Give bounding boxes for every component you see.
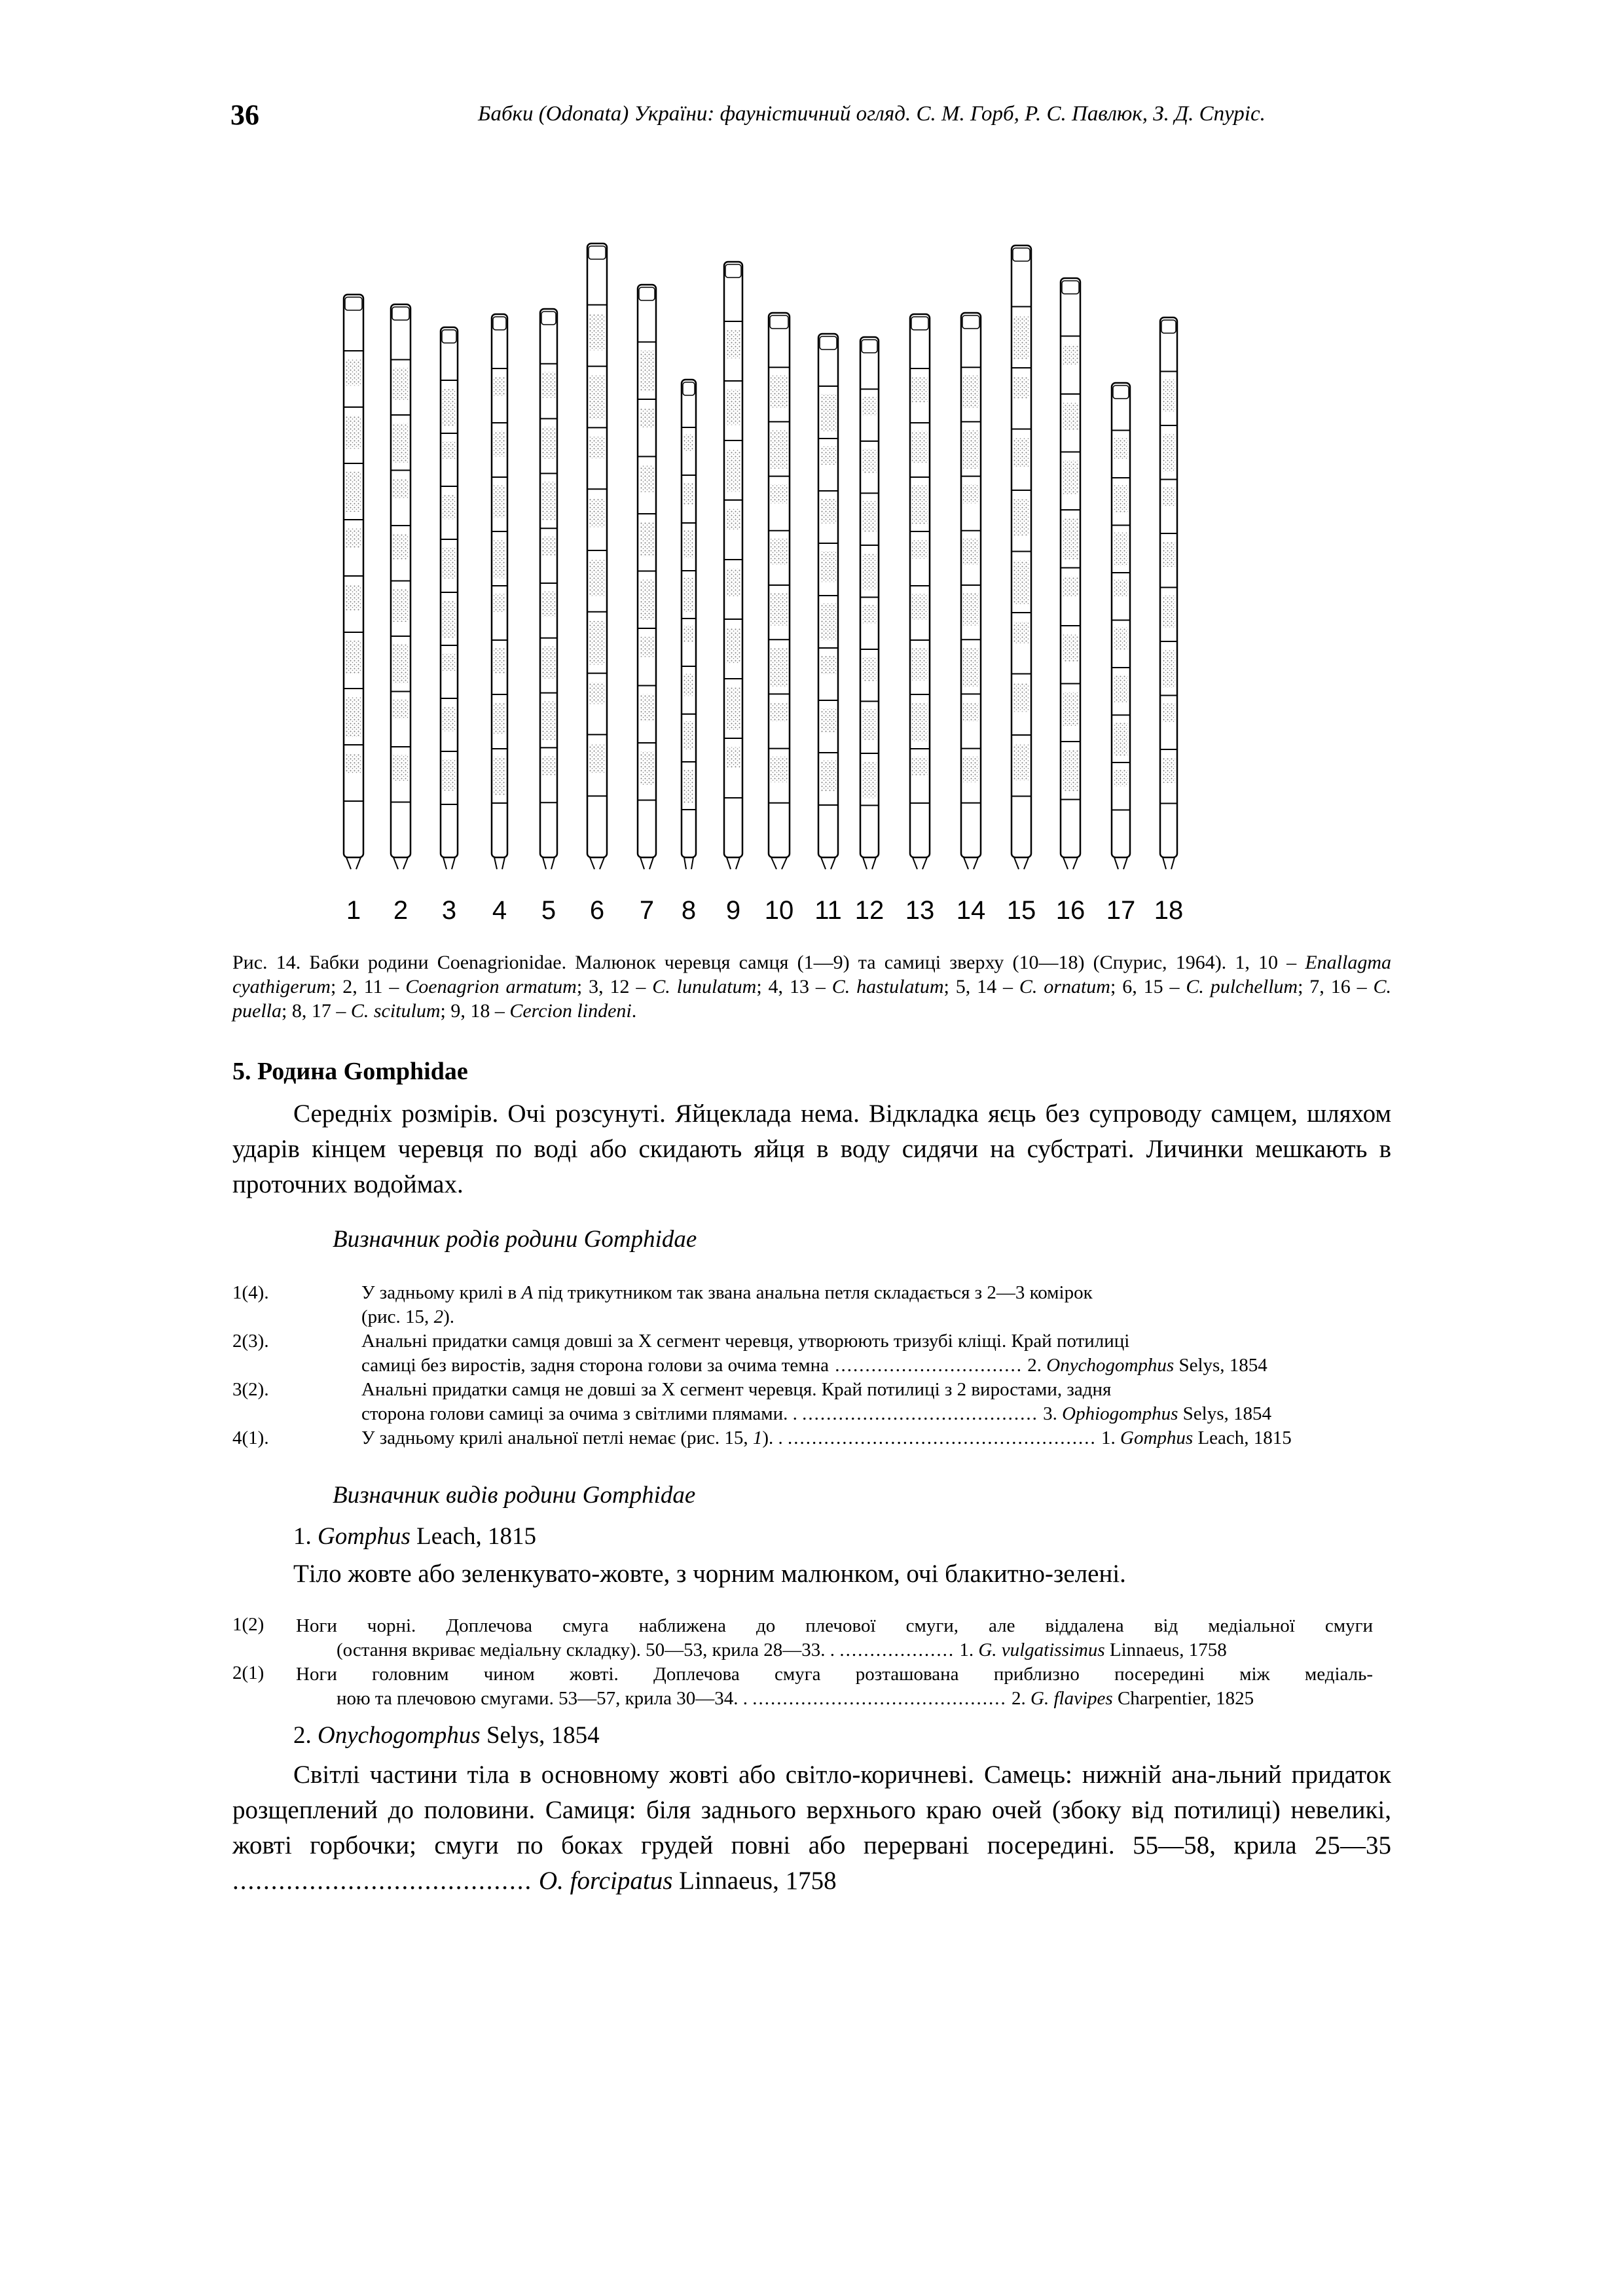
genus-description-onychogomphus: Світлі частини тіла в основному жовті або світло-коричневі. Самець: нижній ана-льний придаток розщеплений до половини. Самиця: біля заднього верхнього краю очей (збоку від потилиці) невеликі, жовті горбочки; смуги по боках грудей повні або перервані посередині. 55—58, крила 25—35 ....................................... O. forcipatus Linnaeus, 1758 [232,1761,1392,1895]
figure-number-label: 13 [905,896,935,923]
genus-heading-gomphus: 1. Gomphus Leach, 1815 [293,1523,536,1550]
abdomen-drawing [587,243,607,869]
species-couplet-1-text: Ноги чорні. Доплечова смуга наближена до плечової смуги, але віддалена від медіальної смуги (остання вкриває медіальну складку). 50—53, крила 28—33. . ................... 1. G. vulgatissimus Linnaeus, 1758 [296,1615,1373,1660]
figure-number-label: 4 [492,896,507,923]
figure-number-label: 9 [725,896,741,923]
figure-number-label: 15 [1006,896,1036,923]
genus-description-gomphus: Тіло жовте або зеленкувато-жовте, з чорним малюнком, очі блакитно-зелені. [293,1560,1126,1588]
abdomen-drawing [344,295,363,869]
species-couplet-1-number: 1(2) [232,1614,264,1635]
figure-number-label: 12 [854,896,884,923]
abdomen-drawing [682,380,696,869]
abdomen-drawing [1160,317,1177,869]
couplet-2-text: Анальні придатки самця довші за X сегмент черевця, утворюють тризубі кліщі. Край потилиці самиці без виростів, задня сторона голови за очима темна ............................... 2. Onychogomphus Selys, 1854 [361,1331,1267,1376]
abdomen-drawing [860,337,879,869]
figure-number-label: 6 [589,896,605,923]
figure-number-label: 11 [814,896,842,923]
species-couplet-2-number: 2(1) [232,1662,264,1683]
abdomen-drawing [391,304,410,869]
species-key-title: Визначник видів родини Gomphidae [333,1482,696,1509]
couplet-3-text: Анальні придатки самця не довші за X сегмент черевця. Край потилиці з 2 виростами, задня сторона голови самиці за очима з світлими плямами. . ....................................... 3. Ophiogomphus Selys, 1854 [361,1379,1271,1424]
abdomen-illustrations [314,236,1322,923]
abdomen-drawing [818,334,838,869]
page-number: 36 [230,99,259,131]
running-title: Бабки (Odonata) України: фауністичний огляд. С. М. Горб, Р. С. Павлюк, З. Д. Спуріс. [478,102,1266,126]
abdomen-figure [314,236,1322,923]
figure-number-label: 1 [346,896,361,923]
abdomen-drawing [1012,245,1031,869]
abdomen-drawing [961,313,981,869]
abdomen-drawing [1112,383,1130,869]
couplet-1-number: 1(4). [232,1282,269,1303]
abdomen-drawing [910,314,930,869]
figure-number-label: 18 [1154,896,1184,923]
figure-number-label: 14 [956,896,986,923]
abdomen-drawing [1061,278,1080,869]
couplet-2-number: 2(3). [232,1331,269,1352]
section-heading: 5. Родина Gomphidae [232,1058,468,1085]
abdomen-drawing [441,327,458,869]
couplet-4-number: 4(1). [232,1427,269,1448]
figure-number-label: 2 [393,896,409,923]
figure-number-label: 5 [541,896,556,923]
genera-key-title: Визначник родів родини Gomphidae [333,1226,697,1253]
couplet-4-text: У задньому крилі анальної петлі немає (рис. 15, 1). . ................................................... 1. Gomphus Leach, 1815 [361,1427,1292,1448]
figure-number-label: 16 [1055,896,1085,923]
figure-number-label: 10 [764,896,794,923]
genus-heading-onychogomphus: 2. Onychogomphus Selys, 1854 [293,1722,600,1749]
abdomen-drawing [540,309,557,869]
abdomen-drawing [638,285,656,869]
figure-number-label: 3 [441,896,457,923]
abdomen-drawing [724,262,742,869]
species-couplet-2-text: Ноги головним чином жовті. Доплечова смуга розташована приблизно посередині між медіаль- ною та плечовою смугами. 53—57, крила 30—34. . .......................................... 2. G. flavipes Charpentier, 1825 [296,1664,1373,1709]
figure-number-label: 17 [1106,896,1136,923]
couplet-1-text: У задньому крилі в А під трикутником так звана анальна петля складається з 2—3 комірок (рис. 15, 2). [361,1282,1093,1327]
figure-caption: Рис. 14. Бабки родини Coenagrionidae. Малюнок черевця самця (1—9) та самиці зверху (10—18) (Спурис, 1964). 1, 10 – Enallagma cyathigerum; 2, 11 – Coenagrion armatum; 3, 12 – C. lunulatum; 4, 13 – C. hastulatum; 5, 14 – C. ornatum; 6, 15 – C. pulchellum; 7, 16 – C. puella; 8, 17 – C. scitulum; 9, 18 – Cercion lindeni. [232,952,1391,1022]
section-description: Середніх розмірів. Очі розсунуті. Яйцеклада нема. Відкладка яєць без супроводу самцем, шляхом ударів кінцем черевця по воді або скидають яйця в воду сидячи на субстраті. Личинки мешкають в проточних водоймах. [232,1100,1391,1198]
abdomen-drawing [769,313,790,869]
figure-number-label: 8 [681,896,697,923]
abdomen-drawing [492,314,507,869]
figure-number-label: 7 [639,896,655,923]
couplet-3-number: 3(2). [232,1379,269,1400]
